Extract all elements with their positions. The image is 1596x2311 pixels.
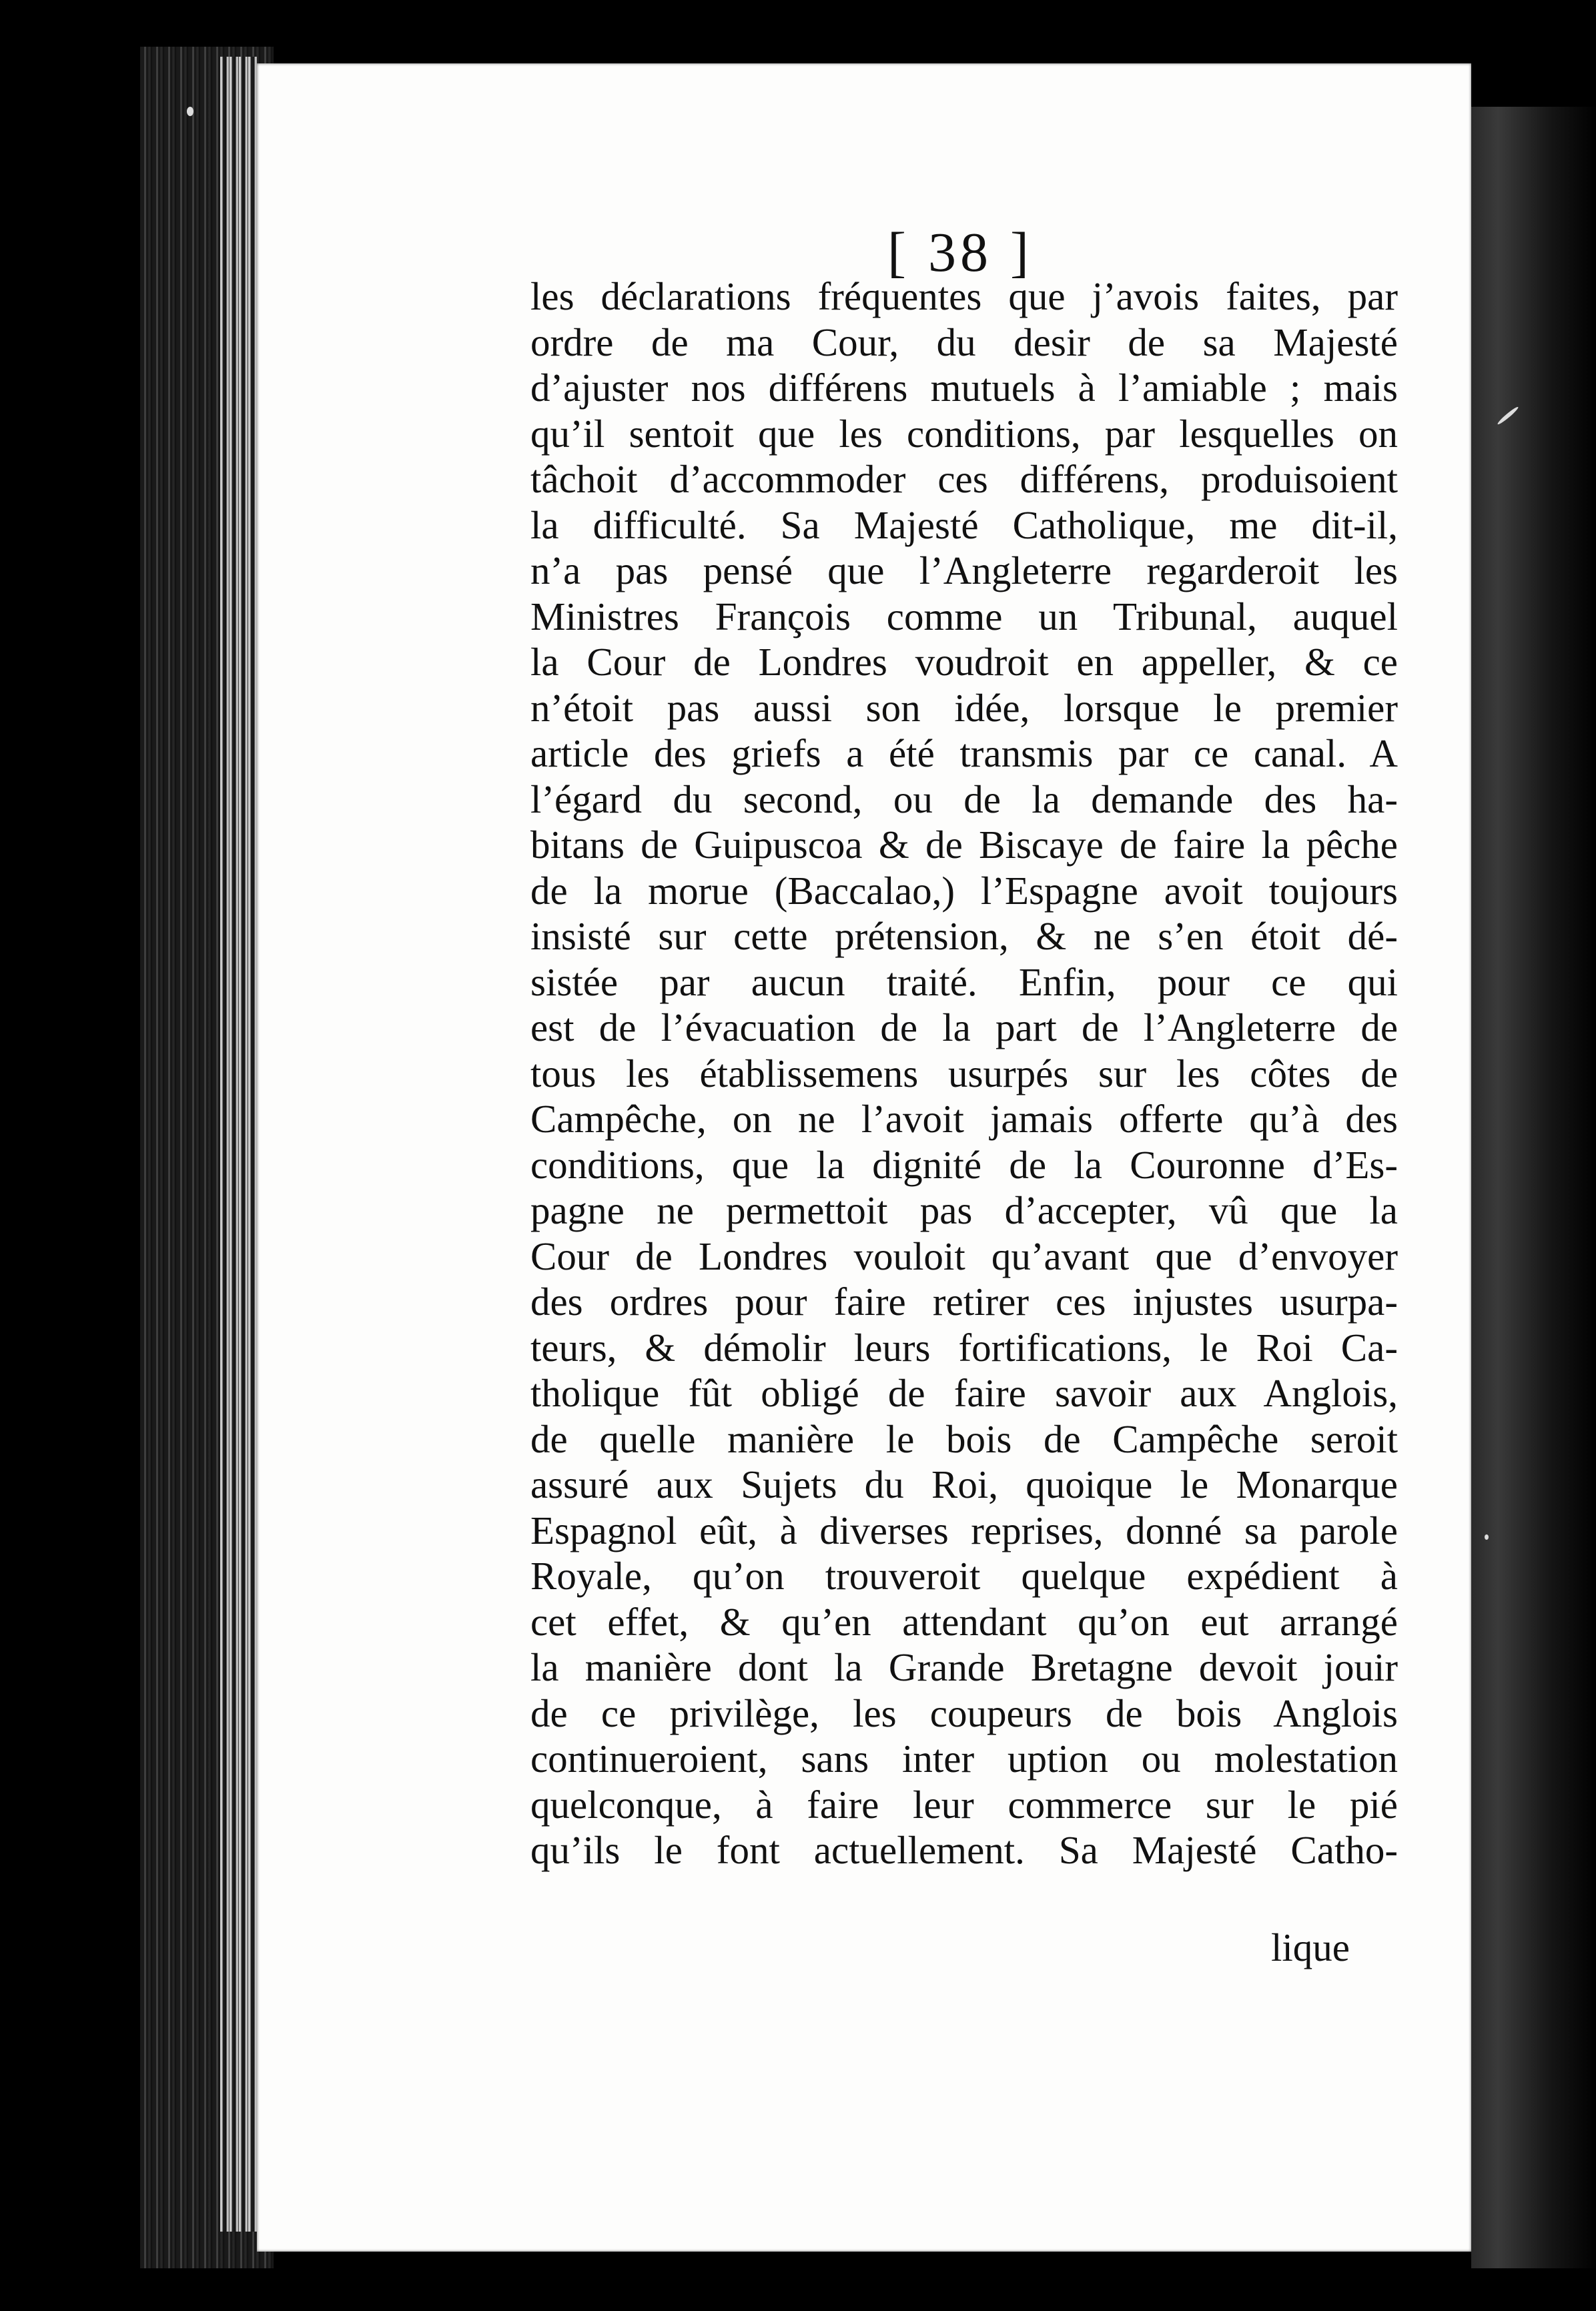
catchword: lique [1271,1925,1350,1969]
text-line: Royale, qu’on trouveroit quelque expédient à [530,1554,1398,1598]
scan-speck [1485,1534,1489,1540]
text-line: assuré aux Sujets du Roi, quoique le Monarque [530,1462,1398,1506]
text-line: bitans de Guipuscoa & de Biscaye de faire la pêche [530,823,1398,867]
text-line: Campêche, on ne l’avoit jamais offerte qu’à des [530,1097,1398,1141]
text-line: teurs, & démolir leurs fortifications, le Roi Ca- [530,1325,1398,1370]
text-line: ordre de ma Cour, du desir de sa Majesté [530,320,1398,364]
text-line: d’ajuster nos différens mutuels à l’amiable ; mais [530,366,1398,410]
text-line: cet effet, & qu’en attendant qu’on eut arrangé [530,1599,1398,1644]
left-binding-edge [220,57,257,2232]
body-text [530,274,1398,1873]
text-line: n’étoit pas aussi son idée, lorsque le premier [530,685,1398,730]
text-line: qu’il sentoit que les conditions, par lesquelles on [530,411,1398,456]
text-line: la difficulté. Sa Majesté Catholique, me dit-il, [530,502,1398,547]
text-line: Ministres François comme un Tribunal, auquel [530,594,1398,638]
text-line: insisté sur cette prétension, & ne s’en étoit dé- [530,914,1398,958]
text-line: conditions, que la dignité de la Couronne d’Es- [530,1142,1398,1187]
scan-speck [187,107,193,116]
text-line: de ce privilège, les coupeurs de bois Anglois [530,1691,1398,1735]
text-line: est de l’évacuation de la part de l’Angleterre de [530,1005,1398,1049]
text-line: Espagnol eût, à diverses reprises, donné sa parole [530,1508,1398,1552]
text-line: article des griefs a été transmis par ce canal. A [530,731,1398,775]
text-line: n’a pas pensé que l’Angleterre regarderoit les [530,548,1398,592]
text-line: sistée par aucun traité. Enfin, pour ce qui [530,959,1398,1004]
text-line: quelconque, à faire leur commerce sur le pié [530,1782,1398,1827]
text-line: de quelle manière le bois de Campêche seroit [530,1416,1398,1461]
text-line: l’égard du second, ou de la demande des ha- [530,777,1398,821]
text-line: la Cour de Londres voudroit en appeller, & ce [530,640,1398,684]
text-line: la manière dont la Grande Bretagne devoit jouir [530,1645,1398,1689]
text-line: continueroient, sans inter uption ou molestation [530,1737,1398,1781]
text-line: qu’ils le font actuellement. Sa Majesté Catho- [530,1828,1398,1872]
text-line: de la morue (Baccalao,) l’Espagne avoit toujours [530,868,1398,913]
text-line: tâchoit d’accommoder ces différens, produisoient [530,457,1398,501]
text-line: tous les établissemens usurpés sur les côtes de [530,1051,1398,1095]
text-line: tholique fût obligé de faire savoir aux Anglois, [530,1371,1398,1415]
text-line: pagne ne permettoit pas d’accepter, vû que la [530,1188,1398,1232]
text-line: des ordres pour faire retirer ces injustes usurpa- [530,1280,1398,1324]
text-line: les déclarations fréquentes que j’avois faites, par [530,274,1398,318]
page-number-header: [ 38 ] [887,221,1033,284]
right-page-edges [1471,107,1596,2268]
text-line: Cour de Londres vouloit qu’avant que d’envoyer [530,1234,1398,1278]
